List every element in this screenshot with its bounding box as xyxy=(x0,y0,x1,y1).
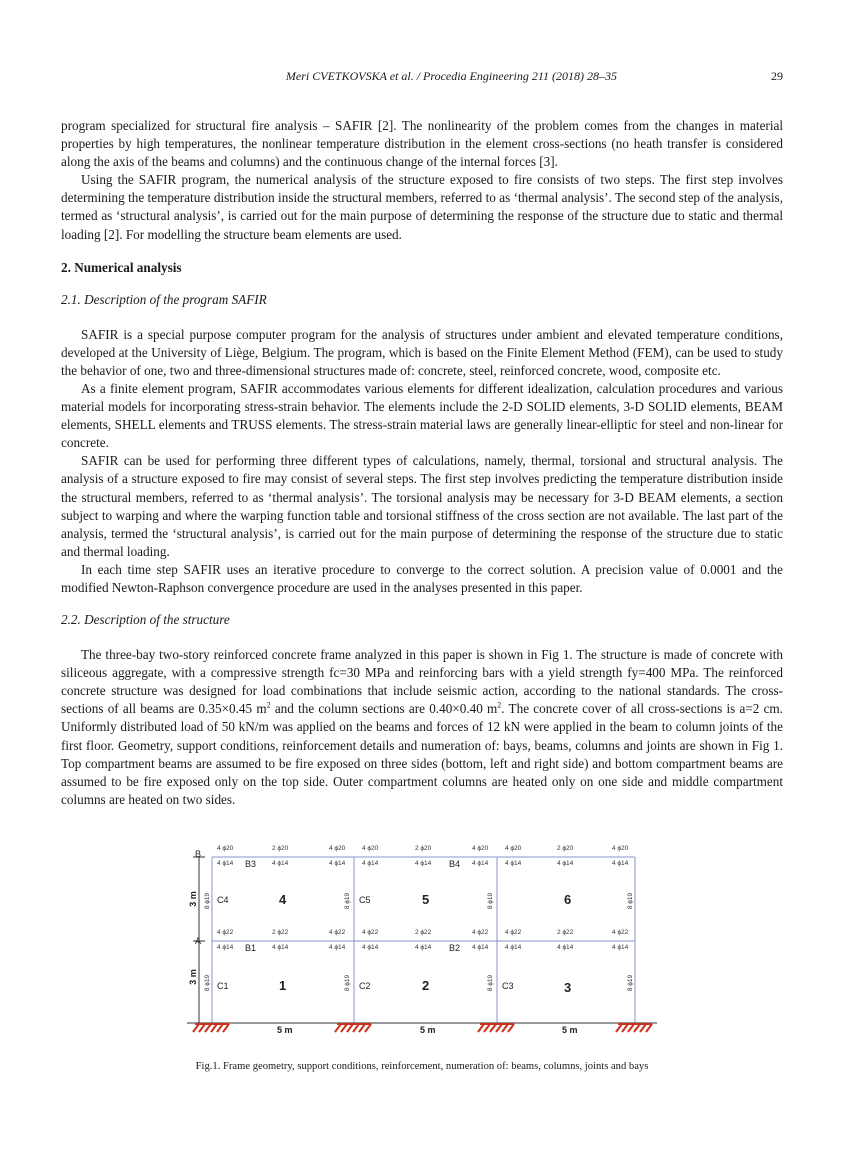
figure-caption: Fig.1. Frame geometry, support conditions, reinforcement, numeration of: beams, columns, joints and bays xyxy=(195,1061,649,1072)
column-label: C5 xyxy=(359,895,371,905)
svg-text:4 ϕ20: 4 ϕ20 xyxy=(329,845,346,852)
span-label: 5 m xyxy=(277,1025,293,1035)
svg-text:4 ϕ14: 4 ϕ14 xyxy=(505,944,522,951)
frame-diagram xyxy=(187,837,657,1037)
span-label: 5 m xyxy=(420,1025,436,1035)
subsection-heading: 2.1. Description of the program SAFIR xyxy=(61,291,267,307)
column-rebar: 8 ϕ19 xyxy=(204,974,211,992)
svg-text:4 ϕ14: 4 ϕ14 xyxy=(362,944,379,951)
svg-text:4 ϕ14: 4 ϕ14 xyxy=(329,860,346,867)
svg-text:4 ϕ14: 4 ϕ14 xyxy=(217,860,234,867)
svg-text:4 ϕ20: 4 ϕ20 xyxy=(472,845,489,852)
rebar-labels-A-lower xyxy=(217,944,629,951)
svg-text:4 ϕ14: 4 ϕ14 xyxy=(272,944,289,951)
beam-label: B2 xyxy=(449,943,461,953)
fixed-support xyxy=(478,1024,514,1032)
span-label: 5 m xyxy=(562,1025,578,1035)
svg-text:4 ϕ22: 4 ϕ22 xyxy=(217,929,234,936)
svg-text:2 ϕ22: 2 ϕ22 xyxy=(415,929,432,936)
story-height: 3 m xyxy=(188,891,198,907)
svg-text:4 ϕ14: 4 ϕ14 xyxy=(612,944,629,951)
column-label: C4 xyxy=(217,895,229,905)
paragraph: SAFIR is a special purpose computer program for the analysis of structures under ambient and elevated temperature conditions, developed at the University of Liège, Belgium. The program, which is based on the Finite Element Method (FEM), can be used to study the behavior of one, two and three-dimensional structures made of: concrete, steel, reinforced concrete, wood, composite etc. xyxy=(61,326,783,378)
page-number: 29 xyxy=(771,69,783,83)
fixed-support xyxy=(193,1024,229,1032)
joint-label: A xyxy=(195,936,202,946)
svg-text:4 ϕ20: 4 ϕ20 xyxy=(217,845,234,852)
svg-text:4 ϕ14: 4 ϕ14 xyxy=(415,944,432,951)
column-rebar: 8 ϕ19 xyxy=(487,892,494,910)
svg-text:4 ϕ20: 4 ϕ20 xyxy=(505,845,522,852)
rebar-labels-A-upper xyxy=(217,929,629,936)
svg-text:4 ϕ20: 4 ϕ20 xyxy=(362,845,379,852)
svg-text:4 ϕ22: 4 ϕ22 xyxy=(329,929,346,936)
fixed-support xyxy=(616,1024,652,1032)
story-height: 3 m xyxy=(188,969,198,985)
svg-text:4 ϕ22: 4 ϕ22 xyxy=(472,929,489,936)
svg-text:2 ϕ20: 2 ϕ20 xyxy=(557,845,574,852)
paragraph: program specialized for structural fire analysis – SAFIR [2]. The nonlinearity of the problem comes from the changes in material properties by high temperatures, the nonlinear temperature distribution in the element cross-sections (no heath transfer is considered along the axis of the beams and columns) and the continuous change of the internal forces [3]. xyxy=(61,118,783,170)
svg-text:2 ϕ20: 2 ϕ20 xyxy=(415,845,432,852)
bay-number: 2 xyxy=(422,978,430,993)
svg-text:4 ϕ14: 4 ϕ14 xyxy=(505,860,522,867)
article-body xyxy=(61,117,783,809)
svg-text:4 ϕ14: 4 ϕ14 xyxy=(557,944,574,951)
rebar-labels-B-upper xyxy=(217,845,629,852)
svg-text:4 ϕ22: 4 ϕ22 xyxy=(505,929,522,936)
svg-text:2 ϕ22: 2 ϕ22 xyxy=(272,929,289,936)
beam-label: B3 xyxy=(245,859,257,869)
joint-label: B xyxy=(195,849,202,859)
svg-text:4 ϕ14: 4 ϕ14 xyxy=(415,860,432,867)
column-rebar: 8 ϕ19 xyxy=(344,892,351,910)
bay-number: 3 xyxy=(564,980,572,995)
paragraph: The three-bay two-story reinforced concrete frame analyzed in this paper is shown in Fig 1. The structure is made of concrete with siliceous aggregate, with a compressive strength fc=30 MPa and reinforcing bars with a yield strength fy=400 MPa. The reinforced concrete structure was designed for load combinations that include seismic action, according to the national standards. The cross-sections of all beams are 0.35×0.45 $m^2$ and the column sections are 0.40×0.40 $m^2$. The concrete cover of all cross-sections is a=2 cm. Uniformly distributed load of 50 kN/m was applied on the beams and forces of 12 kN were applied in the beam to column joints of the first floor. Geometry, support conditions, reinforcement details and numeration of: bays, beams, columns and joints are shown in Fig 1. Top compartment beams are assumed to be fire exposed on three sides (bottom, left and right side) and bottom compartment beams are assumed to be fire exposed only on the top side. Outer compartment columns are heated only on one side and middle compartment columns are heated on two sides. xyxy=(61,647,783,807)
svg-text:4 ϕ22: 4 ϕ22 xyxy=(362,929,379,936)
column-label: C1 xyxy=(217,981,229,991)
page-header xyxy=(61,69,783,85)
svg-text:4 ϕ14: 4 ϕ14 xyxy=(472,944,489,951)
svg-text:4 ϕ14: 4 ϕ14 xyxy=(557,860,574,867)
frame-figure xyxy=(187,837,657,1037)
paragraph: In each time step SAFIR uses an iterative procedure to converge to the correct solution. A precision value of 0.0001 and the modified Newton-Raphson convergence procedure are used in the analyses presented in this paper. xyxy=(61,561,783,595)
running-title: Meri CVETKOVSKA et al. / Procedia Engineering 211 (2018) 28–35 xyxy=(285,69,617,83)
column-rebar: 8 ϕ19 xyxy=(627,974,634,992)
paragraph: As a finite element program, SAFIR accommodates various elements for different idealization, calculation procedures and various material models for incorporating stress-strain behavior. The elements include the 2-D SOLID elements, 3-D SOLID elements, BEAM elements, SHELL elements and TRUSS elements. The stress-strain material laws are generally linear-elliptic for steel and non-linear for concrete. xyxy=(61,380,783,451)
column-rebar: 8 ϕ19 xyxy=(204,892,211,910)
svg-text:2 ϕ22: 2 ϕ22 xyxy=(557,929,574,936)
paragraph: Using the SAFIR program, the numerical analysis of the structure exposed to fire consists of two steps. The first step involves determining the temperature distribution inside the structural members, referred to as ‘thermal analysis’. The second step of the analysis, termed as ‘structural analysis’, is carried out for the main purpose of determining the response of the structure due to static and thermal loading [2]. For modelling the structure beam elements are used. xyxy=(61,172,783,242)
column-rebar: 8 ϕ19 xyxy=(627,892,634,910)
bay-number: 4 xyxy=(279,892,287,907)
svg-text:4 ϕ14: 4 ϕ14 xyxy=(329,944,346,951)
column-rebar: 8 ϕ19 xyxy=(487,974,494,992)
svg-text:4 ϕ14: 4 ϕ14 xyxy=(272,860,289,867)
svg-text:4 ϕ14: 4 ϕ14 xyxy=(612,860,629,867)
svg-text:4 ϕ14: 4 ϕ14 xyxy=(362,860,379,867)
bay-number: 5 xyxy=(422,892,430,907)
svg-text:2 ϕ20: 2 ϕ20 xyxy=(272,845,289,852)
svg-text:4 ϕ20: 4 ϕ20 xyxy=(612,845,629,852)
column-rebar: 8 ϕ19 xyxy=(344,974,351,992)
rebar-labels-B-lower xyxy=(217,860,629,867)
svg-text:4 ϕ22: 4 ϕ22 xyxy=(612,929,629,936)
bay-number: 1 xyxy=(279,978,287,993)
svg-text:4 ϕ14: 4 ϕ14 xyxy=(472,860,489,867)
beam-label: B1 xyxy=(245,943,257,953)
subsection-heading: 2.2. Description of the structure xyxy=(61,612,230,628)
column-label: C3 xyxy=(502,981,514,991)
section-heading: 2. Numerical analysis xyxy=(61,259,182,275)
beam-label: B4 xyxy=(449,859,461,869)
bay-number: 6 xyxy=(564,892,572,907)
svg-text:4 ϕ14: 4 ϕ14 xyxy=(217,944,234,951)
fixed-support xyxy=(335,1024,371,1032)
column-label: C2 xyxy=(359,981,371,991)
paragraph: SAFIR can be used for performing three different types of calculations, namely, thermal, torsional and structural analysis. The analysis of a structure exposed to fire may consist of several steps. The first step involves predicting the temperature distribution inside the structural members, referred to as ‘thermal analysis’. The torsional analysis may be necessary for 3-D BEAM elements, a section subject to warping and where the warping function table and torsional stiffness of the cross section are not available. The last part of the analysis, termed the ‘structural analysis’, is carried out for the main purpose of determining the response of the structure due to static and thermal loading. xyxy=(61,453,783,559)
